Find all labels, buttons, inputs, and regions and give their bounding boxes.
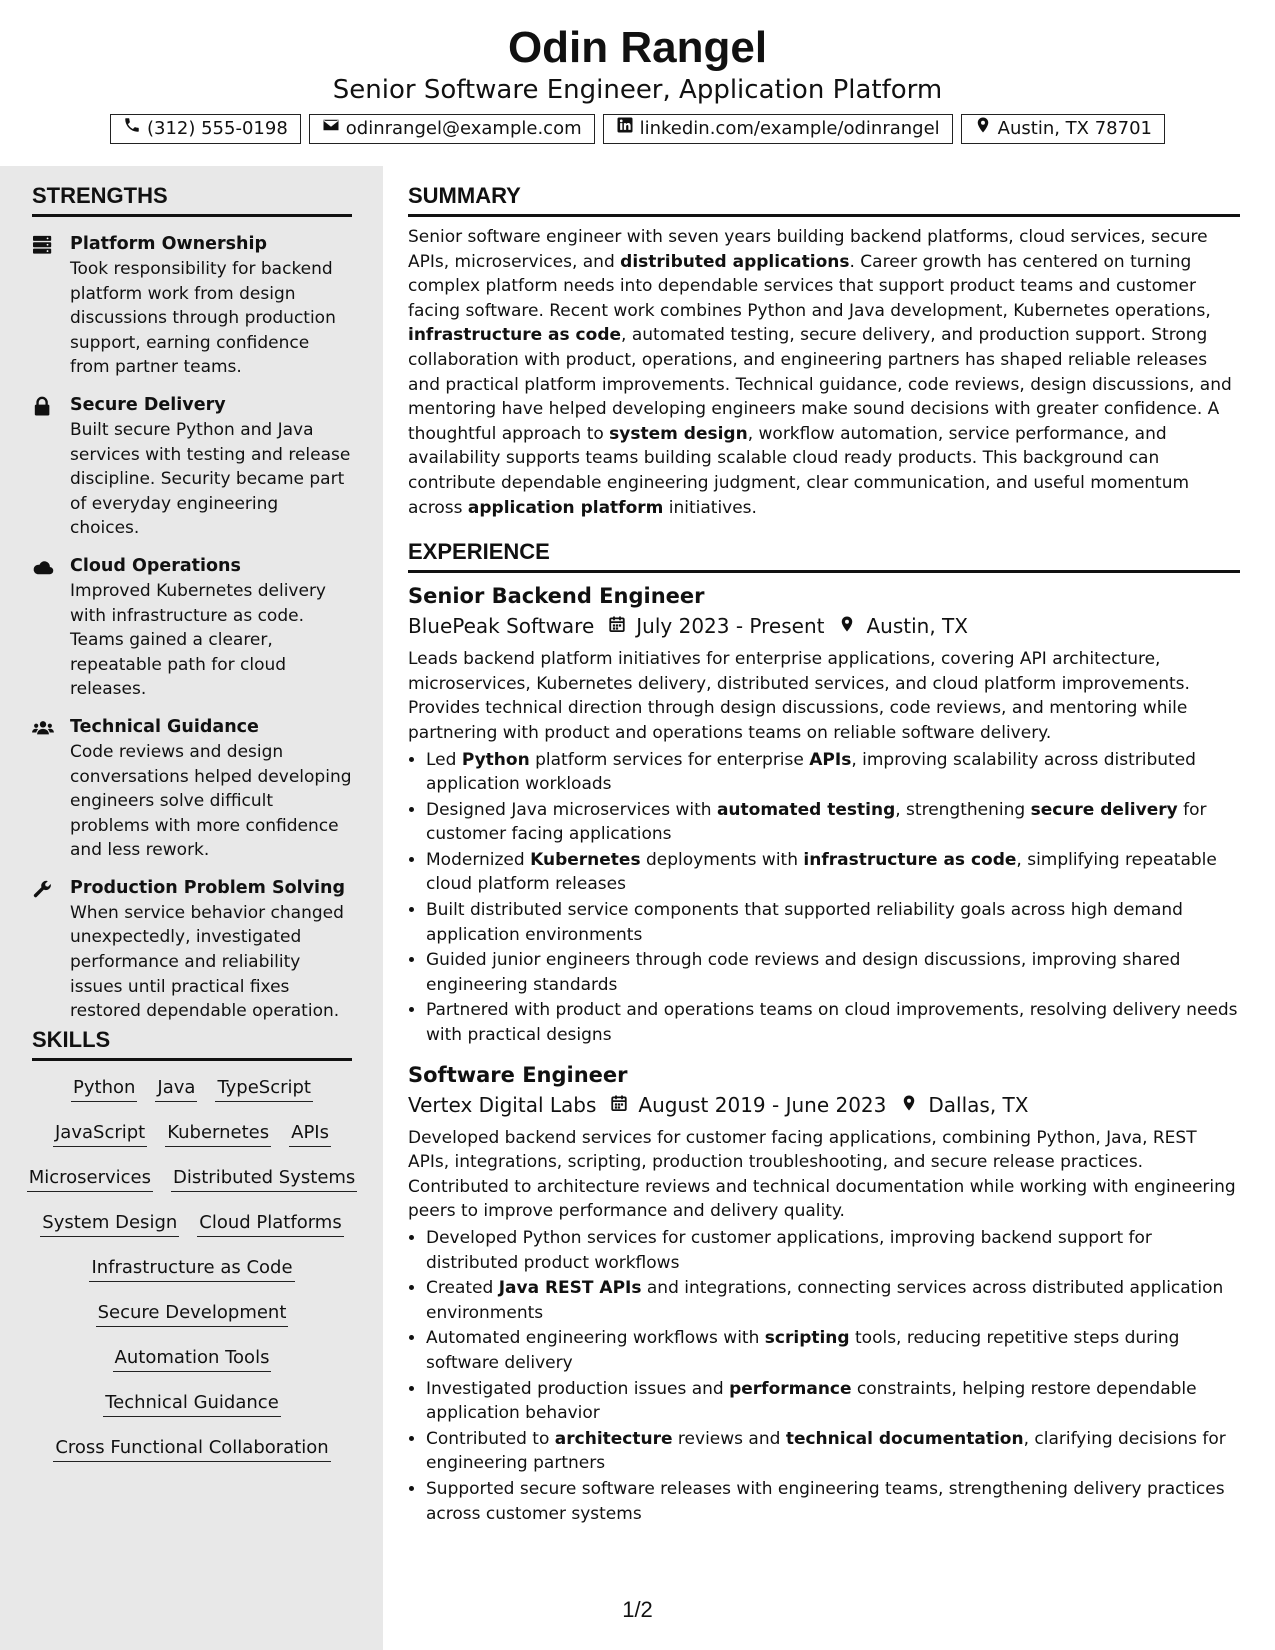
skill-row bbox=[32, 1435, 352, 1480]
summary-keyword: distributed applications bbox=[620, 251, 850, 272]
job-description: Leads backend platform initiatives for enterprise applications, covering API architecture, microservices, Kubernetes delivery, distributed services, and cloud platform improvements. Provides technical direction through design discussions, code reviews, and mentoring while partnering with product and operations teams on reliable software delivery. bbox=[408, 649, 1190, 743]
skill-row bbox=[32, 1120, 352, 1165]
skill-tag: System Design bbox=[40, 1210, 179, 1237]
contact-email-text: odinrangel@example.com bbox=[345, 118, 582, 139]
strength-title: Technical Guidance bbox=[70, 716, 259, 737]
cloud-icon bbox=[32, 557, 54, 577]
skill-tag: Infrastructure as Code bbox=[89, 1255, 294, 1282]
bullet-keyword: Python bbox=[461, 749, 530, 770]
bullet-segment: Led bbox=[426, 749, 462, 770]
bullet-segment: Contributed to bbox=[426, 1428, 555, 1449]
strength-item bbox=[32, 875, 352, 1024]
strength-description: Improved Kubernetes delivery with infrastructure as code. Teams gained a clearer, repeatable path for cloud releases. bbox=[70, 580, 326, 700]
bullet-item bbox=[426, 798, 1240, 847]
bullet-keyword: scripting bbox=[764, 1328, 850, 1349]
bullet-segment: constraints, helping restore dependable application behavior bbox=[426, 1378, 1197, 1424]
bullet-segment: for customer facing applications bbox=[426, 799, 1207, 845]
bullet-segment: Developed Python services for customer applications, improving backend support for distributed product workflows bbox=[426, 1228, 1152, 1273]
job-bullets bbox=[408, 1226, 1240, 1526]
map-pin-icon bbox=[974, 115, 992, 143]
bullet-item bbox=[426, 848, 1240, 897]
bullet-segment: deployments with bbox=[640, 849, 804, 870]
skill-tag: Microservices bbox=[27, 1165, 153, 1192]
skill-tag: Kubernetes bbox=[165, 1120, 271, 1147]
bullet-keyword: performance bbox=[729, 1378, 852, 1399]
skill-tag: Distributed Systems bbox=[171, 1165, 357, 1192]
bullet-segment: and integrations, connecting services across distributed application environments bbox=[426, 1278, 1224, 1323]
bullet-segment: Guided junior engineers through code reviews and design discussions, improving shared engineering standards bbox=[426, 950, 1181, 995]
contact-phone-text: (312) 555-0198 bbox=[146, 118, 288, 139]
experience-heading: EXPERIENCE bbox=[408, 538, 1240, 573]
summary-keyword: application platform bbox=[467, 497, 664, 518]
strength-description: Took responsibility for backend platform work from design discussions through production support, earning confidence from partner teams. bbox=[70, 259, 336, 378]
skill-row bbox=[32, 1255, 352, 1300]
strength-description: Code reviews and design conversations helped developing engineers solve difficult problems with more confidence and less rework. bbox=[70, 741, 352, 861]
strength-description: When service behavior changed unexpectedly, investigated performance and reliability issues until practical fixes restored dependable operation. bbox=[70, 902, 344, 1022]
experience-section bbox=[408, 538, 1240, 1526]
bullet-segment: reviews and bbox=[672, 1428, 786, 1449]
skill-row bbox=[28, 1165, 356, 1210]
bullet-segment: Partnered with product and operations teams on cloud improvements, resolving delivery needs with practical designs bbox=[426, 1000, 1238, 1046]
strength-title: Cloud Operations bbox=[70, 555, 241, 576]
bullet-segment: , strengthening bbox=[895, 799, 1031, 820]
job-list bbox=[408, 581, 1240, 1526]
bullet-item bbox=[426, 1477, 1240, 1526]
bullet-segment: , simplifying repeatable cloud platform releases bbox=[426, 849, 1217, 895]
server-icon bbox=[32, 235, 54, 255]
skill-tag: Cloud Platforms bbox=[197, 1210, 343, 1237]
phone-icon bbox=[123, 115, 141, 143]
bullet-keyword: Java REST APIs bbox=[498, 1278, 642, 1299]
contact-linkedin-text: linkedin.com/example/odinrangel bbox=[639, 118, 940, 139]
job-dates: August 2019 - June 2023 bbox=[638, 1092, 887, 1117]
bullet-keyword: Kubernetes bbox=[530, 849, 641, 870]
summary-heading: SUMMARY bbox=[408, 182, 1240, 217]
strengths-heading: STRENGTHS bbox=[32, 182, 352, 217]
strength-item bbox=[32, 231, 352, 380]
job-entry bbox=[408, 1060, 1240, 1527]
contact-location[interactable] bbox=[961, 114, 1165, 144]
strength-item bbox=[32, 392, 352, 541]
bullet-segment: Automated engineering workflows with bbox=[426, 1328, 765, 1349]
bullet-segment: Supported secure software releases with engineering teams, strengthening delivery practices across customer systems bbox=[426, 1478, 1225, 1524]
resume-header bbox=[0, 0, 1275, 166]
strength-title: Platform Ownership bbox=[70, 234, 267, 254]
summary-text bbox=[408, 225, 1240, 520]
skill-tag: APIs bbox=[289, 1120, 331, 1147]
skills-list bbox=[28, 1075, 356, 1480]
bullet-segment: , clarifying decisions for engineering partners bbox=[426, 1428, 1226, 1474]
main-content bbox=[408, 166, 1240, 1527]
job-title: Senior Backend Engineer bbox=[408, 584, 705, 609]
skill-tag: Cross Functional Collaboration bbox=[53, 1435, 330, 1462]
bullet-item bbox=[426, 948, 1240, 997]
bullet-segment: , improving scalability across distributed application workloads bbox=[426, 749, 1196, 795]
summary-segment: , workflow automation, service performance, and availability supports teams building scalable cloud ready products. This background can contribute dependable engineering judgment, clear communication, and useful momentum across bbox=[408, 423, 1190, 518]
contact-location-text: Austin, TX 78701 bbox=[997, 118, 1152, 139]
bullet-keyword: secure delivery bbox=[1030, 799, 1178, 820]
bullet-item bbox=[426, 1326, 1240, 1375]
candidate-name: Odin Rangel bbox=[507, 23, 768, 72]
skill-row bbox=[32, 1345, 352, 1390]
job-entry bbox=[408, 581, 1240, 1048]
skill-tag: TypeScript bbox=[215, 1075, 313, 1102]
map-pin-icon bbox=[824, 611, 866, 641]
strength-title: Secure Delivery bbox=[70, 394, 226, 415]
strengths-section bbox=[32, 182, 352, 1024]
job-title: Software Engineer bbox=[408, 1062, 628, 1087]
skills-heading: SKILLS bbox=[32, 1026, 352, 1061]
summary-segment: , automated testing, secure delivery, and production support. Strong collaboration with product, operations, and engineering partners has shaped reliable releases and practical platform improvements. Technical guidance, code reviews, design discussions, and mentoring have helped developing engineers make sound decisions with greater confidence. A thoughtful approach to bbox=[408, 325, 1232, 444]
strength-title: Production Problem Solving bbox=[70, 877, 345, 898]
bullet-keyword: automated testing bbox=[716, 799, 896, 820]
job-description: Developed backend services for customer facing applications, combining Python, Java, REST APIs, integrations, scripting, production troubleshooting, and secure release practices. Contributed to architecture reviews and technical documentation while working with engineering peers to improve performance and delivery quality. bbox=[408, 1127, 1236, 1222]
contact-linkedin[interactable] bbox=[603, 114, 953, 144]
skill-tag: Python bbox=[71, 1075, 137, 1102]
skill-tag: Automation Tools bbox=[113, 1345, 272, 1372]
bullet-item bbox=[426, 898, 1240, 947]
bullet-segment: Investigated production issues and bbox=[426, 1378, 730, 1399]
skills-section bbox=[28, 1026, 356, 1480]
job-bullets bbox=[408, 748, 1240, 1048]
bullet-segment: platform services for enterprise bbox=[529, 749, 810, 770]
summary-section bbox=[408, 182, 1240, 520]
job-dates: July 2023 - Present bbox=[636, 614, 825, 639]
bullet-keyword: technical documentation bbox=[785, 1428, 1024, 1449]
strength-item bbox=[32, 714, 352, 863]
job-location: Dallas, TX bbox=[928, 1092, 1029, 1117]
contact-email[interactable] bbox=[309, 114, 595, 144]
skill-tag: Java bbox=[155, 1075, 197, 1102]
contact-bar bbox=[0, 114, 1275, 144]
bullet-segment: Designed Java microservices with bbox=[426, 799, 717, 820]
skill-row bbox=[32, 1210, 352, 1255]
bullet-item bbox=[426, 1226, 1240, 1275]
job-location: Austin, TX bbox=[866, 614, 968, 639]
summary-keyword: system design bbox=[609, 423, 748, 444]
summary-segment: Senior software engineer with seven years building backend platforms, cloud services, secure APIs, microservices, and bbox=[408, 227, 1208, 272]
company-name: Vertex Digital Labs bbox=[408, 1092, 597, 1117]
linkedin-icon bbox=[616, 115, 634, 143]
calendar-icon bbox=[596, 1090, 638, 1120]
job-meta bbox=[408, 611, 1240, 641]
bullet-item bbox=[426, 1377, 1240, 1426]
bullet-item bbox=[426, 748, 1240, 797]
contact-phone[interactable] bbox=[110, 114, 301, 144]
skill-row bbox=[32, 1300, 352, 1345]
bullet-item bbox=[426, 1276, 1240, 1325]
bullet-keyword: architecture bbox=[554, 1428, 673, 1449]
bullet-item bbox=[426, 1427, 1240, 1476]
summary-segment: . Career growth has centered on turning complex platform needs into dependable services that support product teams and customer facing software. Recent work combines Python and Java development, Kubernetes operations, bbox=[408, 251, 1211, 321]
map-pin-icon bbox=[886, 1090, 928, 1120]
candidate-title: Senior Software Engineer, Application Platform bbox=[332, 75, 943, 105]
skill-row bbox=[32, 1075, 352, 1120]
bullet-segment: Modernized bbox=[426, 849, 531, 870]
strength-description: Built secure Python and Java services with testing and release discipline. Security became part of everyday engineering choices. bbox=[70, 419, 351, 539]
strength-item bbox=[32, 553, 352, 702]
summary-segment: initiatives. bbox=[663, 497, 757, 518]
wrench-icon bbox=[32, 879, 54, 899]
job-meta bbox=[408, 1090, 1240, 1120]
sidebar bbox=[0, 166, 383, 1650]
skill-tag: Technical Guidance bbox=[103, 1390, 281, 1417]
summary-keyword: infrastructure as code bbox=[408, 325, 622, 346]
skill-tag: Secure Development bbox=[96, 1300, 289, 1327]
bullet-item bbox=[426, 998, 1240, 1047]
bullet-segment: Built distributed service components that supported reliability goals across high demand application environments bbox=[426, 900, 1183, 945]
skill-tag: JavaScript bbox=[53, 1120, 147, 1147]
bullet-segment: Created bbox=[426, 1278, 499, 1299]
lock-icon bbox=[32, 396, 54, 416]
bullet-segment: tools, reducing repetitive steps during software delivery bbox=[426, 1328, 1180, 1373]
page-number: 1/2 bbox=[622, 1597, 653, 1622]
calendar-icon bbox=[594, 611, 636, 641]
company-name: BluePeak Software bbox=[408, 614, 595, 639]
envelope-icon bbox=[322, 115, 340, 143]
bullet-keyword: APIs bbox=[809, 749, 852, 770]
skill-row bbox=[32, 1390, 352, 1435]
users-icon bbox=[32, 718, 54, 738]
bullet-keyword: infrastructure as code bbox=[803, 849, 1017, 870]
